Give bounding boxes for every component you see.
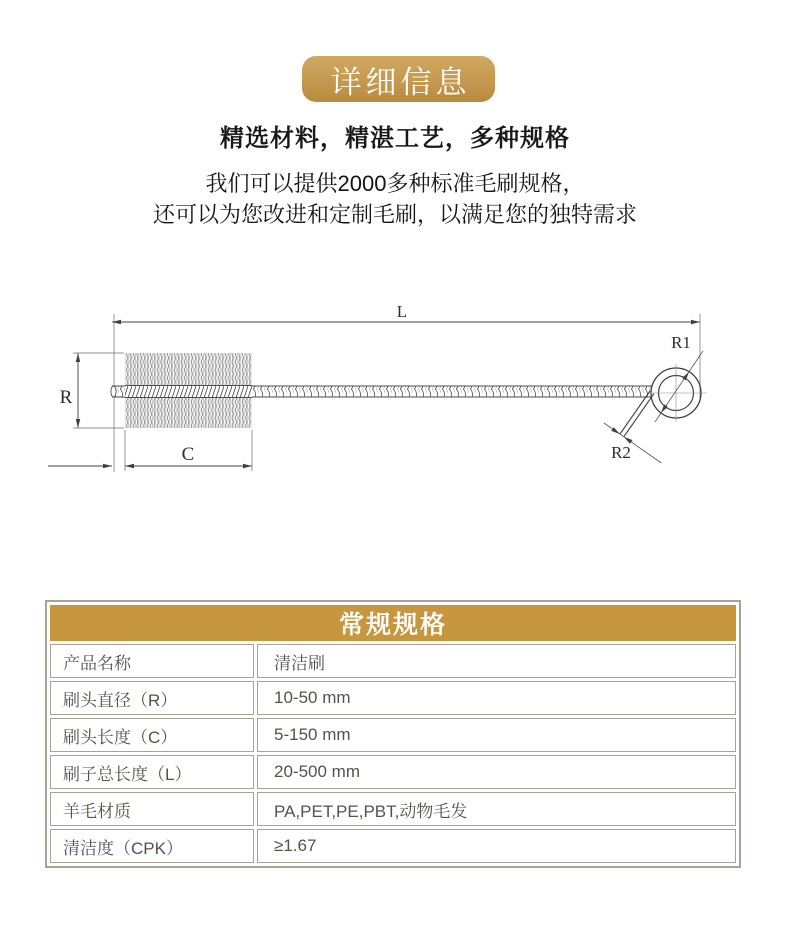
arrow-R-bottom [76, 419, 80, 428]
dimension-R2-label: R2 [611, 443, 631, 462]
spec-label: 产品名称 [50, 644, 254, 678]
arrow-C-left [125, 464, 134, 468]
spec-row-product-name [50, 644, 736, 678]
spec-value: 20-500 mm [257, 755, 736, 789]
arrow-R1-top [682, 372, 689, 381]
spec-label: 刷头长度（C） [50, 718, 254, 752]
detail-info-banner [302, 56, 495, 102]
spec-value: PA,PET,PE,PBT,动物毛发 [257, 792, 736, 826]
arrow-stub [103, 464, 112, 468]
spec-row-head-diameter [50, 681, 736, 715]
spec-table-header-row [50, 605, 736, 641]
dimension-R-label: R [59, 387, 73, 408]
intro-paragraph [0, 168, 790, 230]
arrow-L-right [691, 320, 700, 324]
dimension-C [48, 430, 252, 471]
arrow-L-left [112, 320, 121, 324]
spec-row-total-length [50, 755, 736, 789]
spec-row-head-length [50, 718, 736, 752]
arrow-R-top [76, 353, 80, 362]
arrow-R1-bottom [661, 404, 668, 413]
spec-value: 5-150 mm [257, 718, 736, 752]
spec-row-cleanliness [50, 829, 736, 863]
spec-value: 10-50 mm [257, 681, 736, 715]
intro-paragraph-line-2: 还可以为您改进和定制毛刷，以满足您的独特需求 [152, 202, 637, 227]
spec-label: 刷子总长度（L） [50, 755, 254, 789]
arrow-R2-left [611, 427, 620, 434]
intro-paragraph-line-1: 我们可以提供2000多种标准毛刷规格， [205, 171, 585, 196]
spec-label: 羊毛材质 [50, 792, 254, 826]
detail-info-banner-label: 详细信息 [330, 64, 471, 100]
spec-table-title: 常规规格 [50, 605, 736, 641]
spec-value: 清洁刷 [257, 644, 736, 678]
spec-label: 清洁度（CPK） [50, 829, 254, 863]
dimension-C-label: C [181, 444, 195, 465]
intro-subtitle: 精选材料，精湛工艺，多种规格 [220, 125, 570, 152]
spec-table [45, 600, 741, 868]
dimension-R1-label: R1 [671, 333, 691, 352]
brush-head [125, 353, 252, 428]
spec-value: ≥1.67 [257, 829, 736, 863]
spec-row-material [50, 792, 736, 826]
dimension-L-label: L [396, 302, 408, 321]
spec-label: 刷头直径（R） [50, 681, 254, 715]
brush-technical-drawing [0, 290, 790, 490]
arrow-C-right [243, 464, 252, 468]
